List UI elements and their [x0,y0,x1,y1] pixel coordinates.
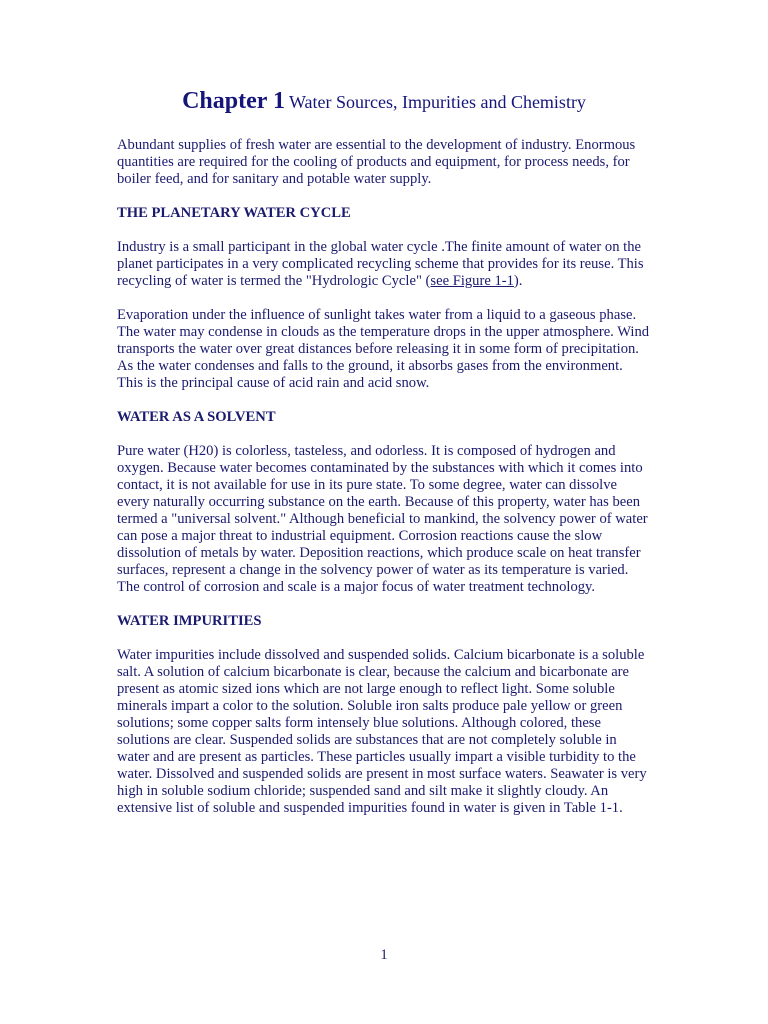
chapter-title: Water Sources, Impurities and Chemistry [288,92,586,112]
water-cycle-text: Industry is a small participant in the global water cycle .The finite amount of water on the planet participates in a very complicated recycling scheme that provides for its reuse. This recycling of water is termed the "Hydrologic Cycle" ( [117,239,644,289]
water-cycle-text-end: ). [513,273,523,289]
intro-paragraph: Abundant supplies of fresh water are essential to the development of industry. Enormous quantities are required for the cooling of products and equipment, for process needs, for boiler feed, and for sanitary and potable water supply. [117,137,636,187]
section-heading-water-cycle: THE PLANETARY WATER CYCLE [117,205,351,221]
figure-1-1-link[interactable]: see Figure 1-1 [430,273,514,289]
solvent-paragraph: Pure water (H20) is colorless, tasteless, and odorless. It is composed of hydrogen and oxygen. Because water becomes contaminated by the substances with which it comes into contact, it is not available for use in its pure state. To some degree, water can dissolve every naturally occurring substance on the earth. Because of this property, water has been termed a "universal solvent." Although beneficial to mankind, the solvency power of water can pose a major threat to industrial equipment. Corrosion reactions cause the slow dissolution of metals by water. Deposition reactions, which produce scale on heat transfer surfaces, represent a change in the solvency power of water as its temperature is varied. The control of corrosion and scale is a major focus of water treatment technology. [117,443,648,595]
water-cycle-paragraph-1 [117,239,651,290]
water-cycle-paragraph-2: Evaporation under the influence of sunlight takes water from a liquid to a gaseous phase. The water may condense in clouds as the temperature drops in the upper atmosphere. Wind transports the water over great distances before releasing it in some form of precipitation. As the water condenses and falls to the ground, it absorbs gases from the environment. This is the principal cause of acid rain and acid snow. [117,307,650,391]
section-heading-solvent: WATER AS A SOLVENT [117,409,276,425]
page-number: 1 [380,947,388,963]
document-body [117,137,651,834]
chapter-number: Chapter 1 [182,88,285,114]
impurities-paragraph: Water impurities include dissolved and suspended solids. Calcium bicarbonate is a soluble salt. A solution of calcium bicarbonate is clear, because the calcium and bicarbonate are present as atomic sized ions which are not large enough to reflect light. Some soluble minerals impart a color to the solution. Soluble iron salts produce pale yellow or green solutions; some copper salts form intensely blue solutions. Although colored, these solutions are clear. Suspended solids are substances that are not completely soluble in water and are present as particles. These particles usually impart a visible turbidity to the water. Dissolved and suspended solids are present in most surface waters. Seawater is very high in soluble sodium chloride; suspended sand and silt make it slightly cloudy. An extensive list of soluble and suspended impurities found in water is given in Table 1-1. [117,647,647,816]
section-heading-impurities: WATER IMPURITIES [117,613,262,629]
chapter-heading [0,88,768,115]
